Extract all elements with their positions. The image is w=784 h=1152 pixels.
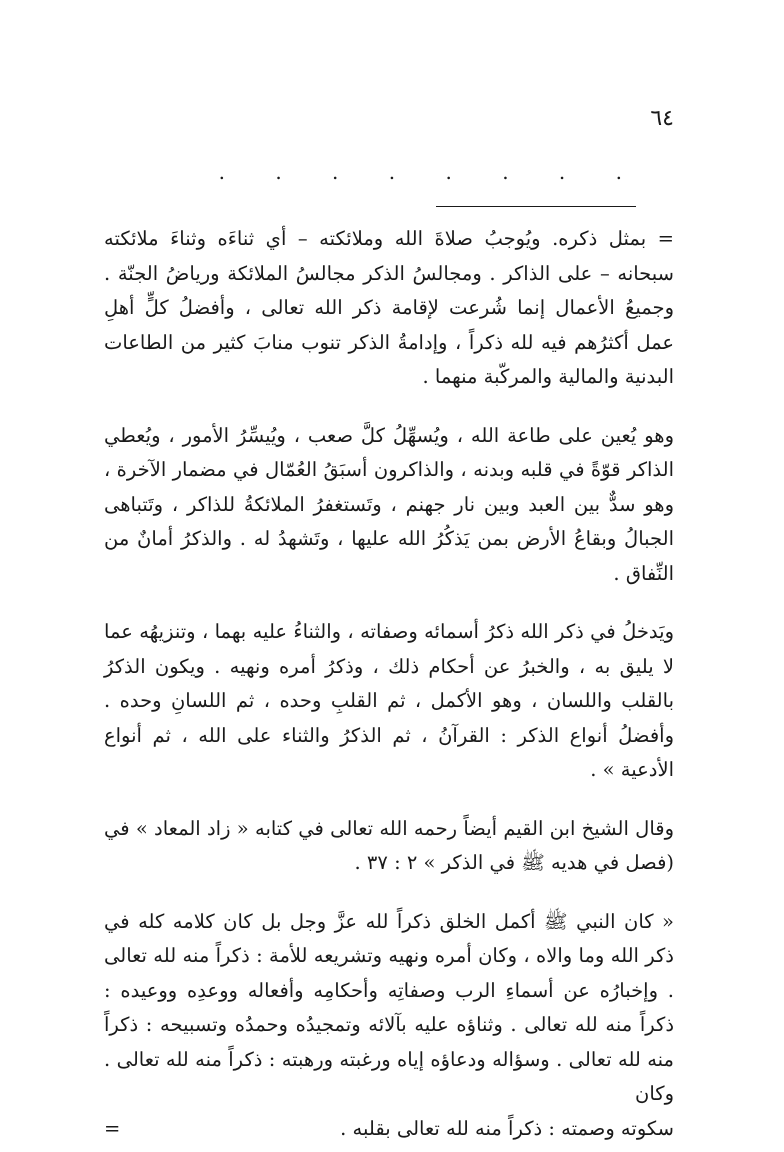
footnote-content xyxy=(104,222,674,1146)
last-line-text: سكوته وصمته : ذكراً منه لله تعالى بقلبه . xyxy=(340,1116,674,1140)
paragraph-2: وهو يُعين على طاعة الله ، ويُسهِّلُ كلَّ صعب ، ويُيسِّرُ الأمور ، ويُعطي الذاكر قوّةً في قلبه وبدنه ، والذاكرون أسبَقُ العُمّال في مضمار الآخرة ، وهو سدٌّ بين العبد وبين نار جهنم ، وتَستغفرُ الملائكةُ للذاكر ، وتَتباهى الجبالُ وبقاعُ الأرض بمن يَذكُرُ الله عليها ، وتَشهدُ له . والذكرُ أمانٌ من النِّفاق . xyxy=(104,423,674,585)
page-number: ٦٤ xyxy=(650,106,674,131)
continuation-mark: = xyxy=(104,1116,121,1140)
ellipsis-dots: . . . . . . . . xyxy=(218,160,644,184)
paragraph-3: ويَدخلُ في ذكر الله ذكرُ أسمائه وصفاته ، والثناءُ عليه بهما ، وتنزيهُه عما لا يليق به ، والخبرُ عن أحكام ذلك ، وذكرُ أمره ونهيه . ويكون الذكرُ بالقلب واللسان ، وهو الأكمل ، ثم القلبِ وحده ، ثم اللسانِ وحده . وأفضلُ أنواع الذكر : القرآنُ ، ثم الذكرُ والثناء على الله ، ثم أنواع الأدعية » . xyxy=(104,620,674,781)
paragraph-gap xyxy=(104,788,674,812)
paragraph-gap xyxy=(104,395,674,419)
paragraph-gap xyxy=(104,591,674,615)
paragraph-5-last-line xyxy=(104,1112,674,1147)
paragraph-5: « كان النبي ﷺ أكمل الخلق ذكراً لله عزَّ وجل بل كان كلامه كله في ذكر الله وما والاه ، وكان أمره ونهيه وتشريعه للأمة : ذكراً منه لله تعالى . وإخبارُه عن أسماءِ الرب وصفاتِه وأحكامِه وأفعاله ووعدِه ووعيده : ذكراً منه لله تعالى . وثناؤه عليه بآلائه وتمجيدُه وحمدُه وتسبيحه : ذكراً منه لله تعالى . وسؤاله ودعاؤه إياه ورغبته ورهبته : ذكراً منه لله تعالى . وكان xyxy=(104,909,674,1105)
paragraph-1: = بمثل ذكره. ويُوجبُ صلاةَ الله وملائكته – أي ثناءَه وثناءَ ملائكته سبحانه – على الذاكر . ومجالسُ الذكر مجالسُ الملائكة ورياضُ الجنّة . وجميعُ الأعمال إنما شُرعت لإقامة ذكر الله تعالى ، وأفضلُ كلٍّ أهلِ عمل أكثرُهم فيه لله ذكراً ، وإدامةُ الذكر تنوب منابَ كثير من الطاعات البدنية والمالية والمركّبة منهما . xyxy=(104,227,674,388)
paragraph-4: وقال الشيخ ابن القيم أيضاً رحمه الله تعالى في كتابه « زاد المعاد » في (فصل في هديه ﷺ في الذكر » ٢ : ٣٧ . xyxy=(104,816,674,874)
paragraph-gap xyxy=(104,881,674,905)
footnote-rule xyxy=(436,206,636,207)
